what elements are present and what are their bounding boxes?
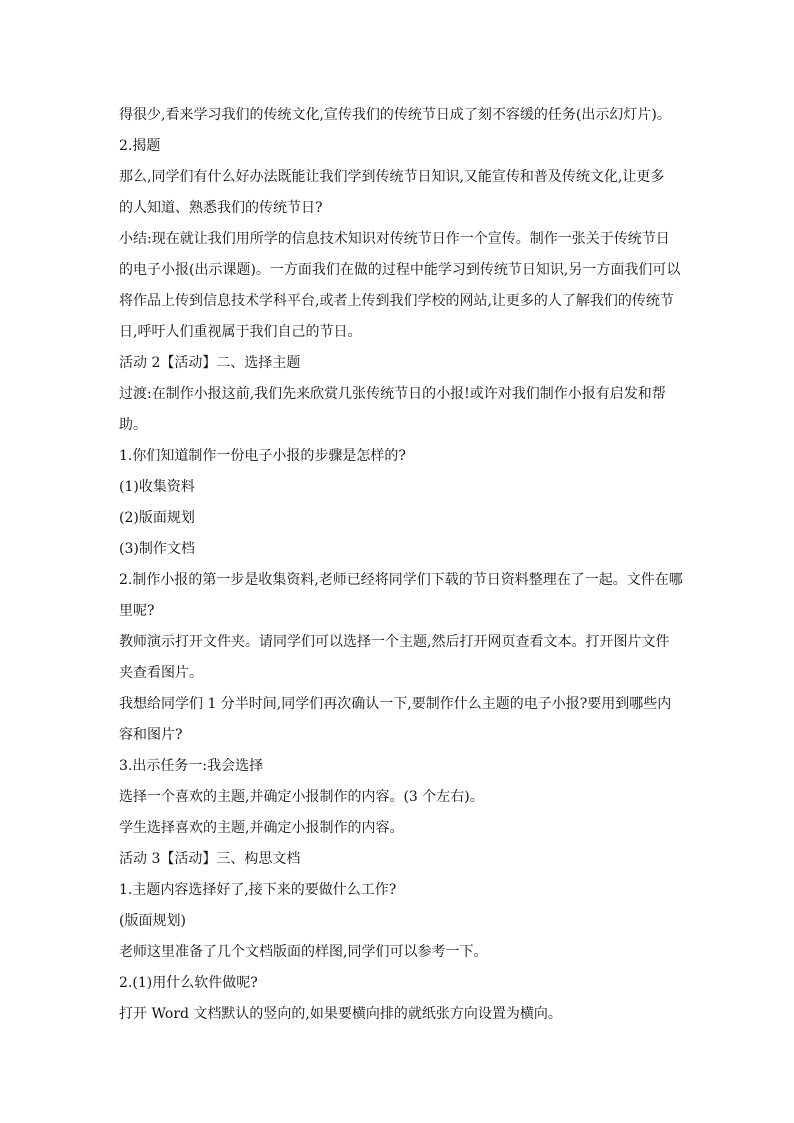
text-line: 那么,同学们有什么好办法既能让我们学到传统节日知识,又能宣传和普及传统文化,让更多 — [119, 169, 665, 185]
text-line: 容和图片? — [119, 727, 183, 743]
text-line: 老师这里准备了几个文档版面的样图,同学们可以参考一下。 — [119, 944, 488, 960]
text-line: 我想给同学们 1 分半时间,同学们再次确认一下,要制作什么主题的电子小报?要用到哪些内 — [119, 696, 672, 712]
text-line: 的人知道、熟悉我们的传统节日? — [119, 200, 323, 216]
text-line: 夹查看图片。 — [119, 665, 203, 681]
text-line: 1.你们知道制作一份电子小报的步骤是怎样的? — [119, 448, 406, 464]
text-line: 学生选择喜欢的主题,并确定小报制作的内容。 — [119, 820, 404, 836]
list-item: (3)制作文档 — [119, 541, 195, 557]
text-line: 日,呼吁人们重视属于我们自己的节日。 — [119, 324, 362, 340]
list-item: (2)版面规划 — [119, 510, 195, 526]
document-body — [119, 100, 683, 1030]
text-line: 1.主题内容选择好了,接下来的要做什么工作? — [119, 882, 397, 898]
text-line: (版面规划) — [119, 913, 186, 929]
text-line: 2.制作小报的第一步是收集资料,老师已经将同学们下载的节日资料整理在了一起。文件在哪 — [119, 572, 683, 588]
text-line: 的电子小报(出示课题)。一方面我们在做的过程中能学习到传统节日知识,另一方面我们可以 — [119, 262, 681, 278]
text-line: 里呢? — [119, 603, 155, 619]
text-line: 过渡:在制作小报这前,我们先来欣赏几张传统节日的小报!或许对我们制作小报有启发和帮 — [119, 386, 666, 402]
text-line: 将作品上传到信息技术学科平台,或者上传到我们学校的网站,让更多的人了解我们的传统节 — [119, 293, 674, 309]
section-heading: 2.揭题 — [119, 138, 161, 154]
activity-heading: 活动 3【活动】三、构思文档 — [119, 851, 301, 867]
activity-heading: 活动 2【活动】二、选择主题 — [119, 355, 301, 371]
text-line: 选择一个喜欢的主题,并确定小报制作的内容。(3 个左右)。 — [119, 789, 484, 805]
text-line: 教师演示打开文件夹。请同学们可以选择一个主题,然后打开网页查看文本。打开图片文件 — [119, 634, 670, 650]
text-line: 打开 Word 文档默认的竖向的,如果要横向排的就纸张方向设置为横向。 — [119, 1006, 562, 1022]
text-line: 助。 — [119, 417, 147, 433]
text-line: 得很少,看来学习我们的传统文化,宣传我们的传统节日成了刻不容缓的任务(出示幻灯片)。 — [119, 107, 671, 123]
list-item: (1)收集资料 — [119, 479, 195, 495]
text-line: 2.(1)用什么软件做呢? — [119, 975, 258, 991]
text-line: 小结:现在就让我们用所学的信息技术知识对传统节日作一个宣传。制作一张关于传统节日 — [119, 231, 670, 247]
task-heading: 3.出示任务一:我会选择 — [119, 758, 264, 774]
